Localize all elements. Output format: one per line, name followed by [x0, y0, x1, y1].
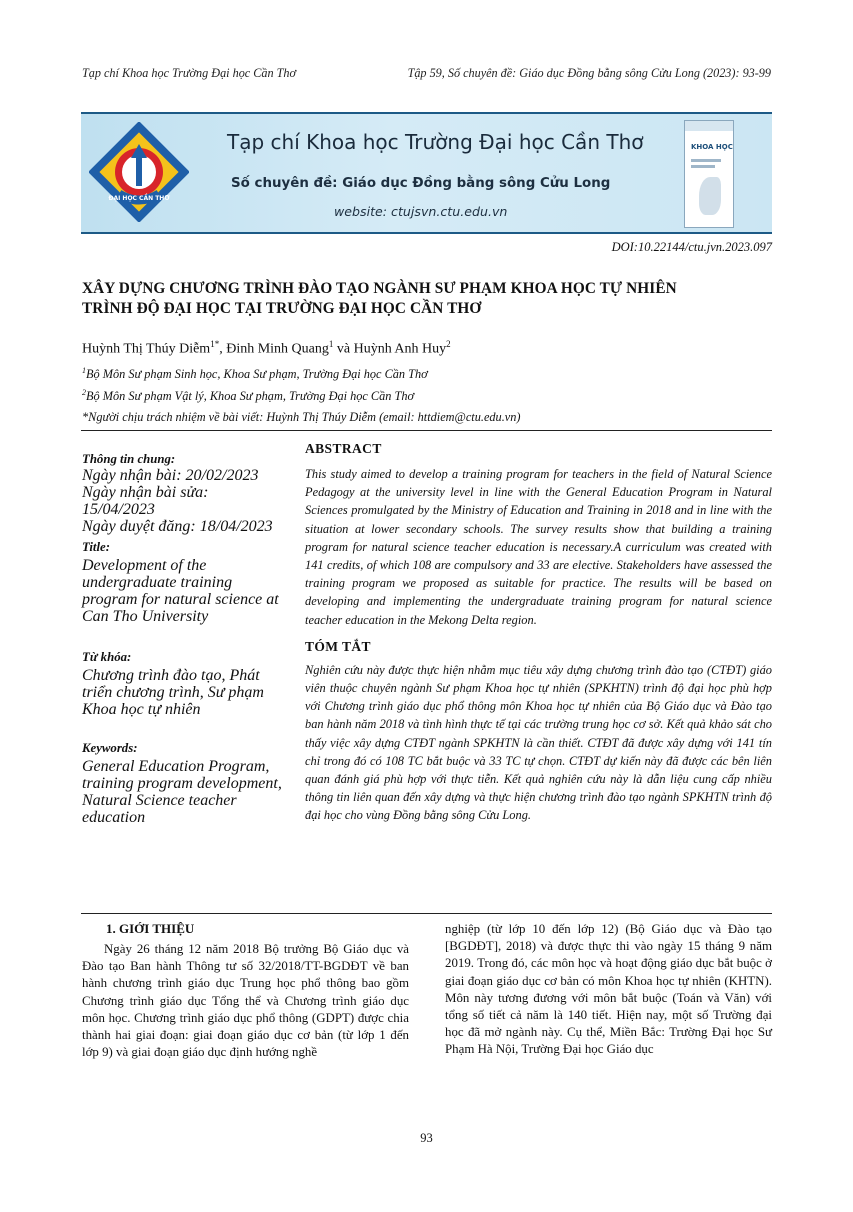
english-keywords-heading: Keywords:: [82, 741, 138, 755]
author-name: Huỳnh Anh Huy: [353, 341, 447, 357]
abstract-text: This study aimed to develop a training program for teachers in the field of Natural Science Pedagogy at the university level in line with the General Education Program in Natural Sciences promulgated by the Ministry of Education and Training in 2018 and in line with the situation at lower secondary schools. The survey results show that building a training program for natural science teacher education is necessary.A curriculum was created with 141 credits, of which 108 are compulsory and 33 are elective. Stakeholders have assessed the training program we proposed as suitable for practice. The results will be based on developing and implementing the undergraduate training program for natural science teacher education in the Mekong Delta region.: [305, 467, 772, 627]
journal-cover-thumbnail: [684, 120, 734, 228]
corresponding-author: *Người chịu trách nhiệm về bài viết: Huỳnh Thị Thúy Diễm (email: httdiem@ctu.edu.vn): [82, 410, 521, 424]
author-superscript: 1*: [210, 339, 220, 349]
affiliation-superscript: 2: [82, 388, 86, 397]
vietnamese-keywords-line: triển chương trình, Sư phạm: [82, 684, 264, 701]
vietnamese-keywords-line: Khoa học tự nhiên: [82, 701, 201, 718]
doi: DOI:10.22144/ctu.jvn.2023.097: [611, 240, 772, 254]
tomtat-text: Nghiên cứu này được thực hiện nhằm mục tiêu xây dựng chương trình đào tạo (CTĐT) giáo viên thuộc chuyên ngành Sư phạm Khoa học tự nhiên (SPKHTN) trình độ đại học phù hợp với Chương trình giáo dục phổ thông môn Khoa học tự nhiên của Bộ Giáo dục và Đào tạo ban hành năm 2018 và tình hình thực tế tại các trường trung học cơ sở. Kết quả khảo sát cho thấy việc xây dựng CTĐT ngành SPKHTN là cần thiết. CTĐT đã được xây dựng với 141 tín chỉ trong đó có 108 TC bắt buộc và 33 TC tự chọn. CTĐT dự kiến này đã được các bên liên quan đánh giá phù hợp với thực tiễn. Kết quả nghiên cứu này là dẫn liệu cung cấp nhiều thông tin liên quan đến xây dựng và thực hiện chương trình đào tạo ngành SPKHTN trình độ đại học cho vùng Đồng bằng sông Cửu Long.: [305, 662, 772, 823]
author-separator: và: [333, 341, 354, 357]
english-keywords-line: General Education Program,: [82, 758, 270, 775]
author-superscript: 2: [446, 339, 451, 349]
english-title-line: Can Tho University: [82, 608, 209, 625]
intro-heading: 1. GIỚI THIỆU: [106, 921, 195, 936]
vietnamese-keywords-line: Chương trình đào tạo, Phát: [82, 667, 260, 684]
english-keywords-block: [82, 741, 282, 826]
author-separator: ,: [219, 341, 227, 357]
vietnamese-keywords-heading: Từ khóa:: [82, 650, 132, 664]
cover-title: KHOA HỌC: [691, 143, 733, 151]
english-title-line: program for natural science at: [82, 591, 279, 608]
tomtat-heading: TÓM TẮT: [305, 638, 371, 654]
affiliation-text: Bộ Môn Sư phạm Sinh học, Khoa Sư phạm, Trường Đại học Cần Thơ: [86, 367, 428, 382]
affiliation: [82, 388, 414, 404]
university-logo-text: ĐẠI HỌC CẦN THƠ: [108, 195, 170, 202]
banner-subtitle: Số chuyên đề: Giáo dục Đồng bằng sông Cửu Long: [231, 176, 611, 191]
author-list: [82, 339, 451, 358]
english-keywords-line: education: [82, 809, 146, 826]
english-title-line: Development of the: [82, 557, 207, 574]
vietnamese-keywords-block: [82, 650, 282, 718]
paper-title-line-1: XÂY DỰNG CHƯƠNG TRÌNH ĐÀO TẠO NGÀNH SƯ PHẠM KHOA HỌC TỰ NHIÊN: [82, 280, 677, 297]
article-info-heading: Thông tin chung:: [82, 452, 176, 466]
author-superscript: 1: [328, 339, 334, 349]
university-logo: [89, 122, 189, 222]
paper-title-line-2: TRÌNH ĐỘ ĐẠI HỌC TẠI TRƯỜNG ĐẠI HỌC CẦN THƠ: [82, 300, 482, 317]
running-header-issue: Tập 59, Số chuyên đề: Giáo dục Đồng bằng sông Cửu Long (2023): 93-99: [407, 66, 771, 80]
affiliation-text: Bộ Môn Sư phạm Vật lý, Khoa Sư phạm, Trường Đại học Cần Thơ: [86, 389, 415, 404]
intro-left-column: Ngày 26 tháng 12 năm 2018 Bộ trưởng Bộ Giáo dục và Đào tạo Ban hành Thông tư số 32/2018/TT-BGDĐT về ban hành chương trình giáo dục Trung học phổ thông bao gồm Chương trình giáo dục Tổng thể và Chương trình giáo dục môn học. Chương trình giáo dục phổ thông (GDPT) được chia thành hai giai đoạn: giai đoạn giáo dục cơ bản (từ lớp 1 đến lớp 9) và giai đoạn giáo dục định hướng nghề: [82, 942, 409, 1060]
english-title-heading: Title:: [82, 540, 110, 554]
english-keywords-line: training program development,: [82, 775, 282, 792]
english-title-block: [82, 540, 282, 625]
abstract-divider: [81, 913, 772, 914]
header-divider: [81, 430, 772, 431]
intro-right-column: nghiệp (từ lớp 10 đến lớp 12) (Bộ Giáo dục và Đào tạo [BGDĐT], 2018) và được thực thi vào ngày 15 tháng 9 năm 2019. Trong đó, các môn học và hoạt động giáo dục bắt buộc ở giai đoạn giáo dục cơ bản có môn Khoa học tự nhiên (KHTN). Môn này tương đương với môn bắt buộc (Toán và Văn) với tổng số tiết cả năm là 140 tiết. Hiện nay, một số Trường đại học đã mở ngành này. Cụ thể, Miền Bắc: Trường Đại học Sư Phạm Hà Nội, Trường Đại học Giáo dục: [445, 922, 772, 1057]
affiliation-superscript: 1: [82, 366, 86, 375]
author-name: Đinh Minh Quang: [226, 341, 329, 357]
abstract-section: [305, 441, 772, 825]
revised-date: Ngày nhận bài sửa: 15/04/2023: [82, 484, 209, 518]
english-keywords-line: Natural Science teacher: [82, 792, 237, 809]
abstract-heading: ABSTRACT: [305, 441, 382, 456]
banner-title: Tạp chí Khoa học Trường Đại học Cần Thơ: [227, 130, 644, 154]
banner-website: website: ctujsvn.ctu.edu.vn: [334, 204, 508, 219]
received-date: Ngày nhận bài: 20/02/2023: [82, 467, 259, 484]
author-name: Huỳnh Thị Thúy Diễm: [82, 341, 211, 357]
accepted-date: Ngày duyệt đăng: 18/04/2023: [82, 518, 273, 535]
article-info: [82, 452, 282, 535]
page-number: 93: [420, 1131, 433, 1145]
running-header-journal: Tạp chí Khoa học Trường Đại học Cần Thơ: [82, 66, 296, 80]
english-title-line: undergraduate training: [82, 574, 233, 591]
affiliation: [82, 366, 428, 382]
journal-banner: [81, 112, 772, 234]
